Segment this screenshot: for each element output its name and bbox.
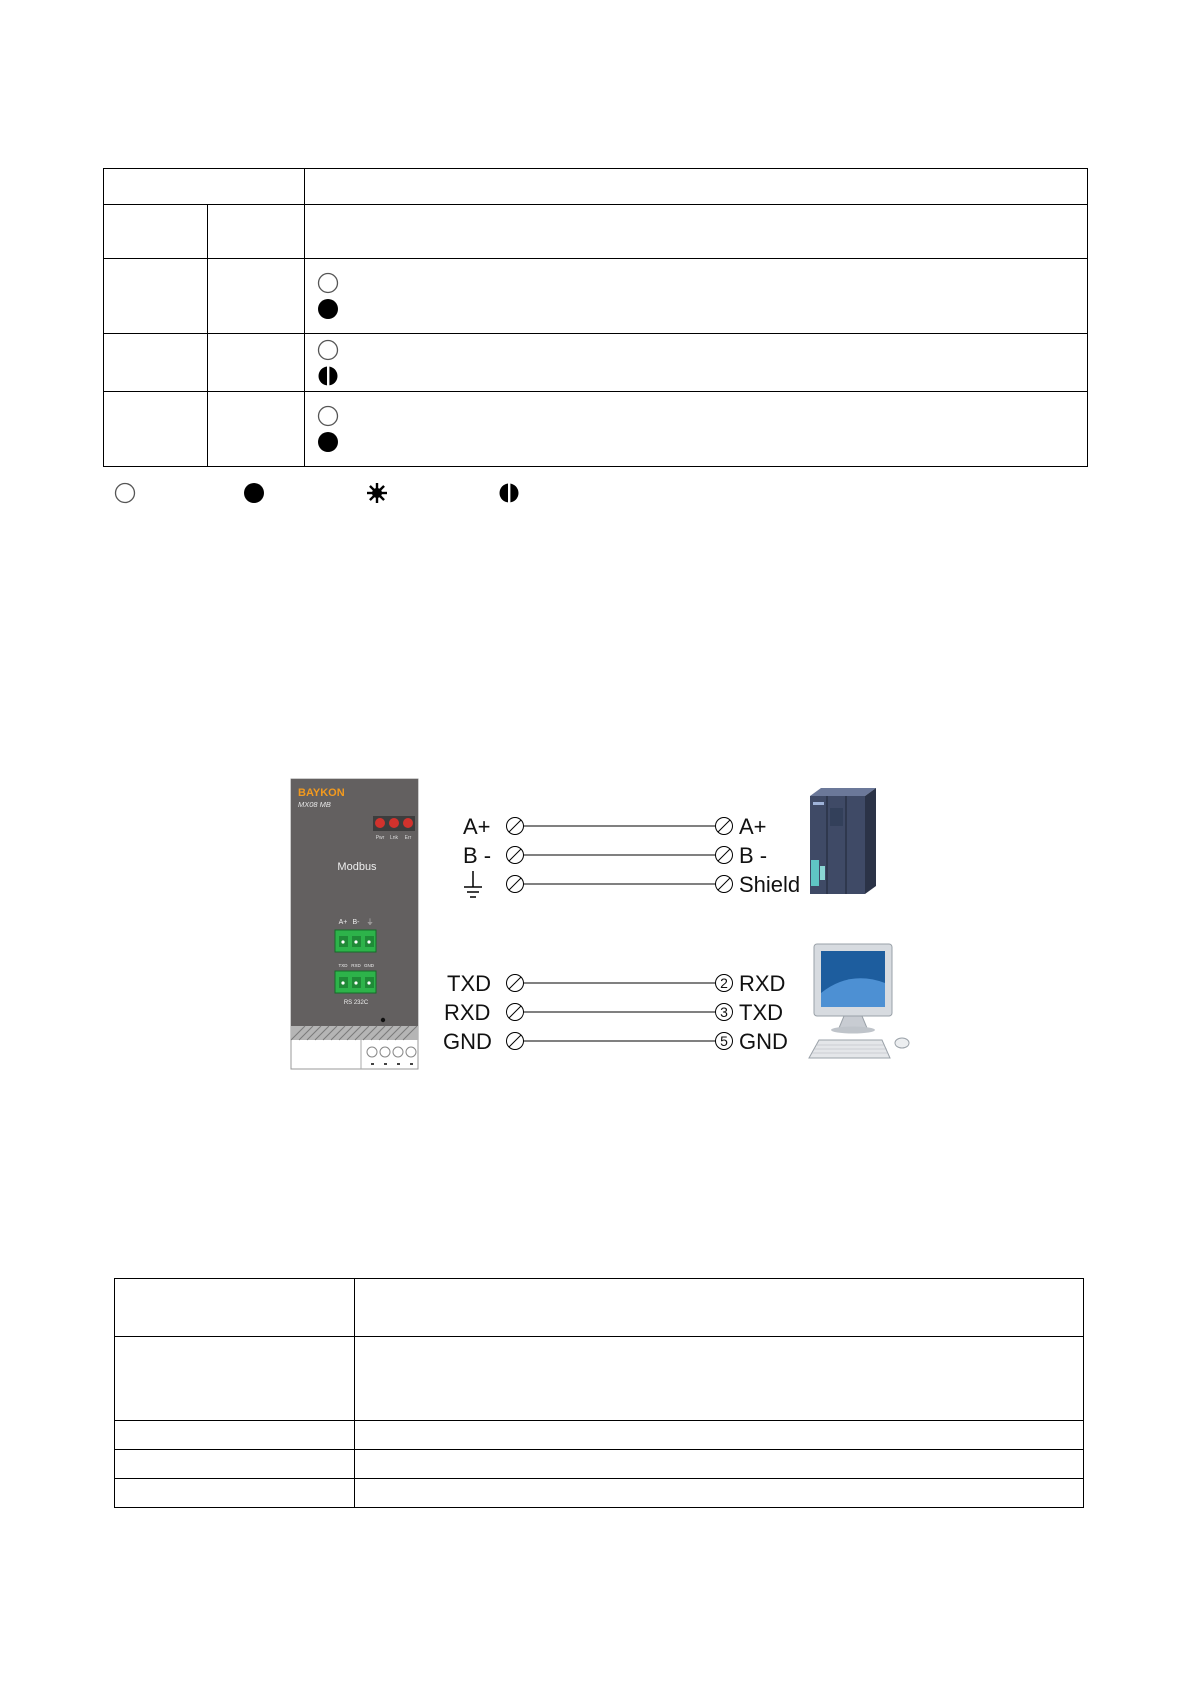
wire-label: RXD: [444, 1000, 491, 1025]
pwr-led: [375, 818, 385, 828]
wiring-diagram: [290, 778, 920, 1072]
table-cell: [115, 1450, 355, 1479]
wire-label: RXD: [739, 971, 786, 996]
led-name-cell: [104, 334, 208, 392]
table-cell: [355, 1337, 1084, 1421]
led-state: [317, 429, 1075, 455]
led-states-cell: [305, 259, 1088, 334]
table-row: [115, 1450, 1084, 1479]
on-icon: [317, 298, 339, 320]
wire-label: GND: [739, 1029, 788, 1054]
led-color-cell: [208, 334, 305, 392]
led-states-cell: [305, 334, 1088, 392]
table-row: [115, 1337, 1084, 1421]
led-label: Pwr: [375, 835, 385, 841]
wire-label: GND: [443, 1029, 492, 1054]
led-status-table: [103, 168, 1088, 467]
lnk-led: [389, 818, 399, 828]
table-cell: [355, 1479, 1084, 1508]
terminal-pin-label: A+: [338, 919, 348, 926]
db9-pin-number: 3: [720, 1004, 728, 1020]
on-icon: [317, 431, 339, 453]
terminal-pin-label: RXD: [351, 963, 361, 968]
terminal-pin-label: TXD: [338, 963, 348, 968]
off-icon: [317, 272, 339, 294]
err-led: [403, 818, 413, 828]
table-cell: [115, 1479, 355, 1508]
led-state: [317, 337, 1075, 363]
table-row: [104, 392, 1088, 467]
table-cell: [115, 1279, 355, 1337]
flashing-icon: [366, 482, 388, 504]
rs232-label: RS 232C: [343, 1000, 369, 1006]
table-cell: [208, 205, 305, 259]
table-cell: [355, 1450, 1084, 1479]
table-header-cell: [305, 169, 1088, 205]
computer-icon: [809, 944, 909, 1058]
off-icon: [317, 339, 339, 361]
table-cell: [355, 1421, 1084, 1450]
half-blink-icon: [317, 365, 339, 387]
table-row: [115, 1479, 1084, 1508]
wire-label: Shield: [739, 872, 801, 897]
hatch-strip: [291, 1026, 418, 1040]
wire-label: A+: [739, 814, 767, 839]
half-blink-icon: [498, 482, 520, 504]
terminal-pin-label: B-: [352, 919, 360, 926]
led-state: [317, 403, 1075, 429]
table-cell: [115, 1337, 355, 1421]
led-state: [317, 363, 1075, 389]
baykon-device: [291, 779, 418, 1069]
led-label: Lnk: [389, 835, 399, 841]
table-row: [115, 1421, 1084, 1450]
plc-icon: [810, 788, 876, 894]
table-subheader-row: [104, 205, 1088, 259]
rs232-wiring: [443, 971, 788, 1054]
led-state: [317, 270, 1075, 296]
table-row: [115, 1279, 1084, 1337]
on-icon: [243, 482, 265, 504]
terminal-pin-label: GND: [364, 963, 374, 968]
led-states-cell: [305, 392, 1088, 467]
table-cell: [305, 205, 1088, 259]
led-name-cell: [104, 259, 208, 334]
led-color-cell: [208, 259, 305, 334]
db9-pin-number: 5: [720, 1033, 728, 1049]
off-icon: [317, 405, 339, 427]
spec-table: [114, 1278, 1084, 1508]
wire-label: B -: [739, 843, 768, 868]
db9-pin-number: 2: [720, 975, 728, 991]
table-cell: [104, 205, 208, 259]
device-label: Modbus: [337, 861, 377, 873]
off-icon: [114, 482, 136, 504]
wire-label: A+: [463, 814, 491, 839]
table-cell: [355, 1279, 1084, 1337]
table-header-row: [104, 169, 1088, 205]
led-name-cell: [104, 392, 208, 467]
table-cell: [115, 1421, 355, 1450]
rs485-terminal: [335, 930, 376, 952]
wire-label: TXD: [447, 971, 491, 996]
wire-label: B -: [463, 843, 492, 868]
ground-icon: [464, 871, 482, 897]
rs232-terminal: [335, 971, 376, 993]
terminal-pin-label: ⏚: [366, 919, 374, 926]
wire-label: TXD: [739, 1000, 783, 1025]
table-row: [104, 259, 1088, 334]
table-row: [104, 334, 1088, 392]
led-color-cell: [208, 392, 305, 467]
device-brand: BAYKON: [298, 787, 345, 799]
rs485-wiring: [463, 814, 800, 897]
led-label: Err: [404, 835, 412, 841]
device-model: MX08 MB: [298, 800, 331, 809]
table-header-cell: [104, 169, 305, 205]
led-state: [317, 296, 1075, 322]
